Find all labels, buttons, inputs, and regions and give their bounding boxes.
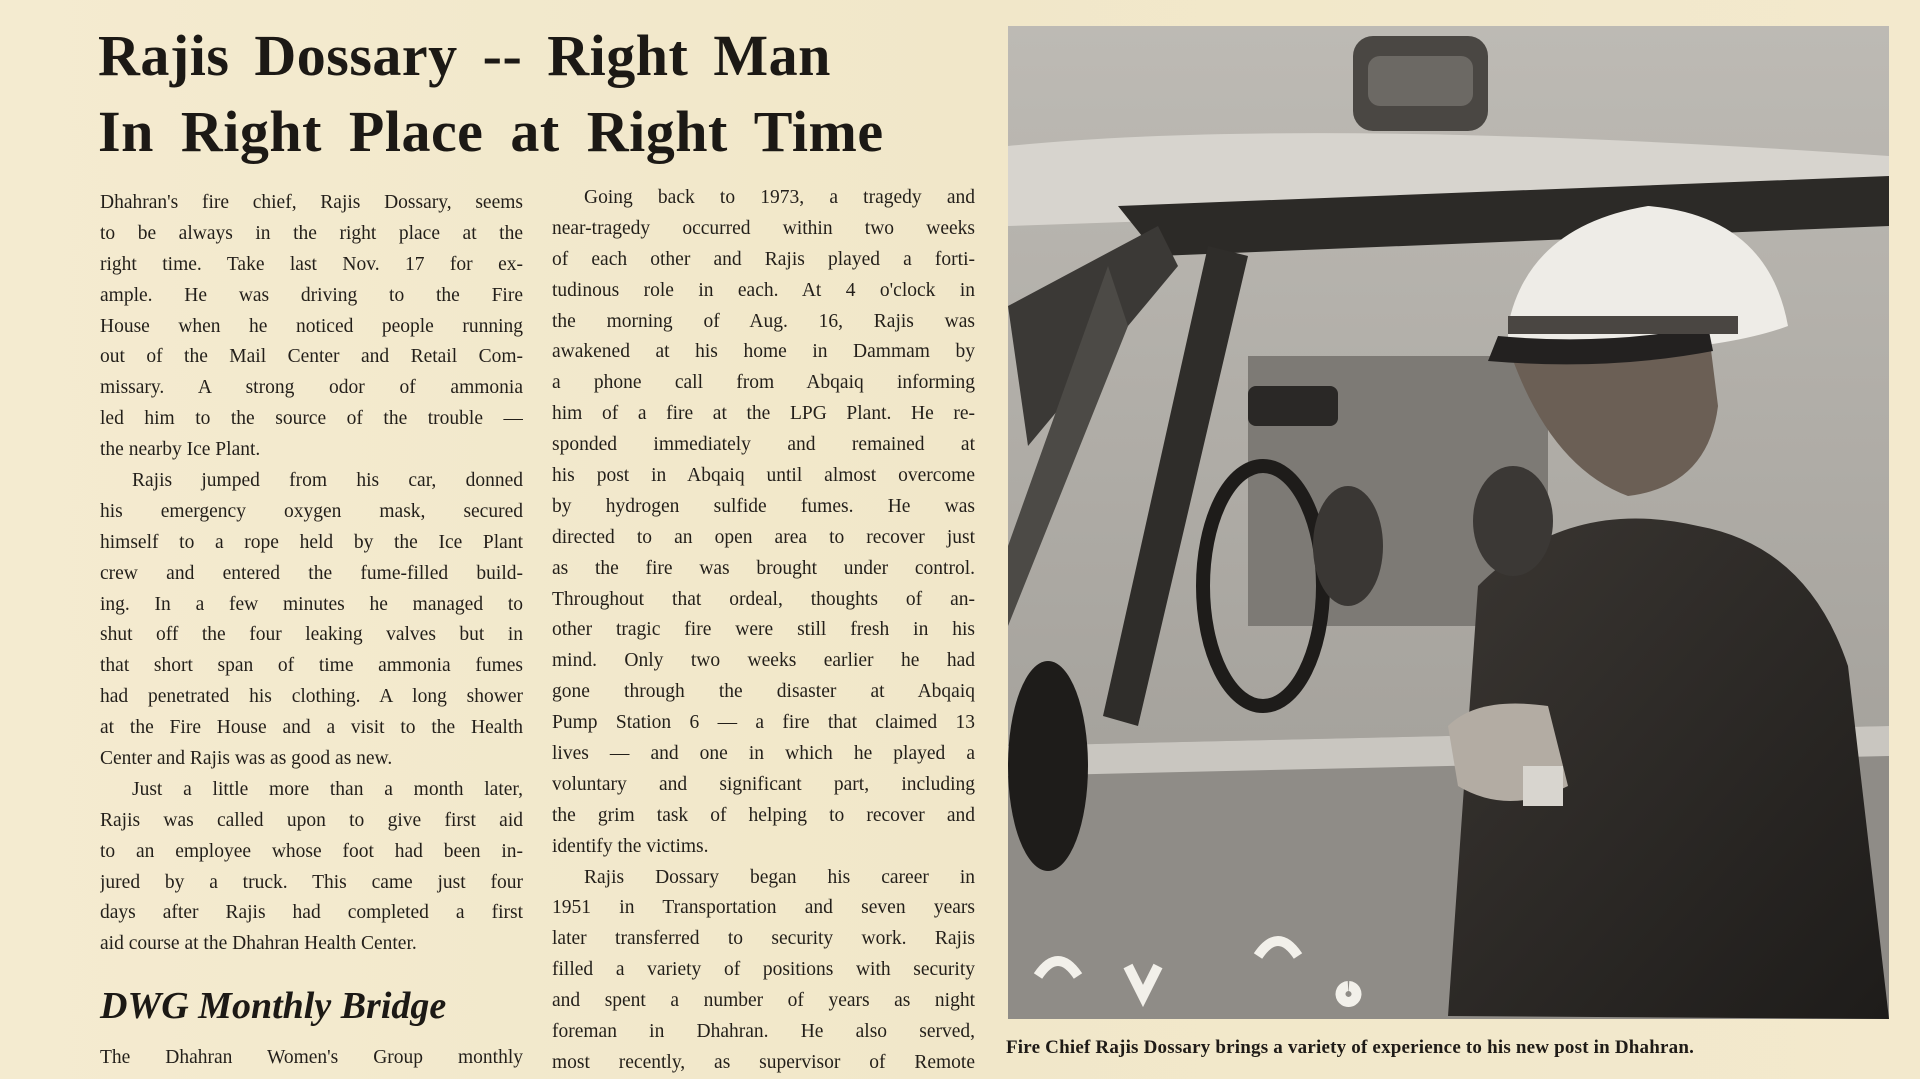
- side-mirror: [1008, 661, 1088, 871]
- article-line: a phone call from Abqaiq informing: [552, 372, 975, 394]
- article-line: Just a little more than a month later,: [132, 778, 523, 800]
- sidebar-text-line: The Dhahran Women's Group monthly: [100, 1047, 523, 1068]
- sidebar-text: [100, 1043, 523, 1074]
- article-line: his emergency oxygen mask, secured: [100, 500, 523, 522]
- article-line: as the fire was brought under control.: [552, 557, 975, 579]
- article-line: Throughout that ordeal, thoughts of an-: [552, 588, 975, 610]
- article-line: out of the Mail Center and Retail Com-: [100, 346, 523, 368]
- article-line: by hydrogen sulfide fumes. He was: [552, 495, 975, 517]
- rear-view-mirror: [1248, 386, 1338, 426]
- article-line: right time. Take last Nov. 17 for ex-: [100, 253, 523, 275]
- article-line: tudinous role in each. At 4 o'clock in: [552, 279, 975, 301]
- article-line: Pump Station 6 — a fire that claimed 13: [552, 712, 975, 734]
- article-line: directed to an open area to recover just: [552, 526, 975, 548]
- article-line: sponded immediately and remained at: [552, 434, 975, 456]
- photo-fire-chief-in-car: [1008, 26, 1889, 1019]
- article-line: gone through the disaster at Abqaiq: [552, 681, 975, 703]
- article-line: shut off the four leaking valves but in: [100, 624, 523, 646]
- article-line: the grim task of helping to recover and: [552, 804, 975, 826]
- headline-line-2: In Right Place at Right Time: [98, 99, 884, 164]
- article-line: ample. He was driving to the Fire: [100, 284, 523, 306]
- article-line: aid course at the Dhahran Health Center.: [100, 933, 417, 955]
- headline-line-1: Rajis Dossary -- Right Man: [98, 23, 831, 88]
- photo-image: [1008, 26, 1889, 1019]
- article-line: Rajis Dossary began his career in: [584, 866, 975, 888]
- article-line: days after Rajis had completed a first: [100, 902, 523, 924]
- article-line: at the Fire House and a visit to the Health: [100, 717, 523, 739]
- article-line: awakened at his home in Dammam by: [552, 341, 975, 363]
- article-line: the nearby Ice Plant.: [100, 439, 261, 461]
- article-line: 1951 in Transportation and seven years: [552, 897, 975, 919]
- article-line: lives — and one in which he played a: [552, 743, 975, 765]
- article-line: Going back to 1973, a tragedy and: [584, 187, 975, 208]
- sidebar-heading: DWG Monthly Bridge: [100, 985, 447, 1027]
- article-line: of each other and Rajis played a forti-: [552, 248, 975, 270]
- article-line: his post in Abqaiq until almost overcome: [552, 465, 975, 487]
- article-line: filled a variety of positions with security: [552, 959, 975, 981]
- article-line: Dhahran's fire chief, Rajis Dossary, seems: [100, 192, 523, 213]
- radio-microphone: [1473, 466, 1553, 576]
- article-line: Rajis was called upon to give first aid: [100, 809, 523, 831]
- article-line: later transferred to security work. Rajis: [552, 928, 975, 950]
- article-line: other tragic fire were still fresh in his: [552, 619, 975, 641]
- article-line: House when he noticed people running: [100, 315, 523, 337]
- article-line: the morning of Aug. 16, Rajis was: [552, 310, 975, 332]
- article-line: led him to the source of the trouble —: [100, 408, 523, 430]
- article-line: that short span of time ammonia fumes: [100, 655, 523, 677]
- article-line: identify the victims.: [552, 835, 709, 857]
- article-column-2: [552, 183, 975, 1079]
- photo-caption: Fire Chief Rajis Dossary brings a variety of experience to his new post in Dhahran.: [1006, 1037, 1695, 1058]
- article-line: near-tragedy occurred within two weeks: [552, 217, 975, 239]
- article-line: jured by a truck. This came just four: [100, 871, 523, 893]
- article-line: foreman in Dhahran. He also served,: [552, 1021, 975, 1043]
- article-line: himself to a rope held by the Ice Plant: [100, 531, 523, 553]
- article-line: missary. A strong odor of ammonia: [100, 377, 523, 399]
- article-line: him of a fire at the LPG Plant. He re-: [552, 403, 975, 425]
- article-line: crew and entered the fume-filled build-: [100, 562, 523, 584]
- article-line: most recently, as supervisor of Remote: [552, 1051, 975, 1073]
- article-line: mind. Only two weeks earlier he had: [552, 650, 975, 672]
- article-line: to be always in the right place at the: [100, 222, 523, 244]
- article-line: had penetrated his clothing. A long shower: [100, 686, 523, 708]
- article-line: and spent a number of years as night: [552, 990, 975, 1012]
- article-line: Center and Rajis was as good as new.: [100, 748, 393, 770]
- article-line: ing. In a few minutes he managed to: [100, 593, 523, 615]
- article-line: Rajis jumped from his car, donned: [132, 470, 523, 492]
- article-line: voluntary and significant part, including: [552, 773, 975, 795]
- article-column-1: [100, 188, 523, 960]
- article-line: to an employee whose foot had been in-: [100, 840, 523, 862]
